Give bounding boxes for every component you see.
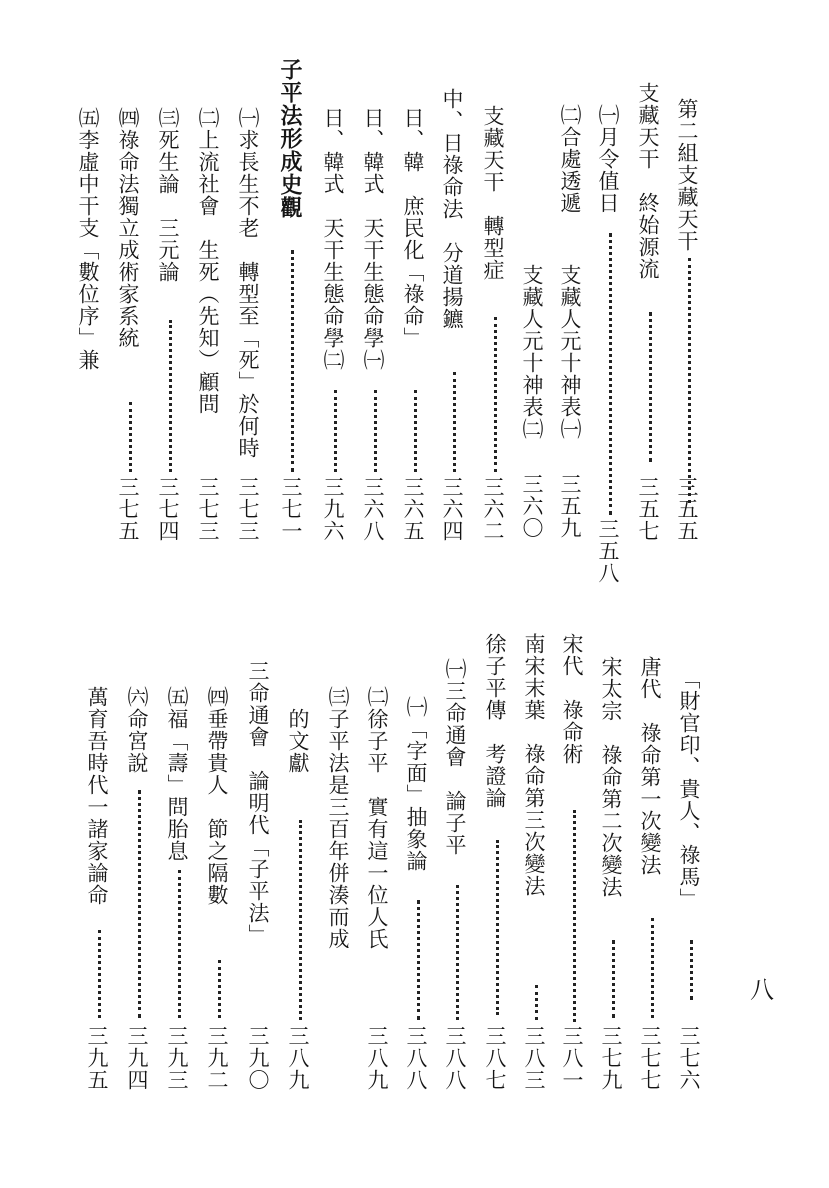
toc-entry-page: 三五九 [558, 473, 582, 539]
toc-entry-title: 三命通會 論明代「子平法」 [246, 660, 270, 946]
toc-entry-title: ㈥命宮說 [125, 686, 149, 774]
dot-leader [456, 885, 459, 1020]
toc-entry-title: 南宋末葉 祿命第三次變法 [522, 633, 546, 897]
dot-leader [649, 312, 652, 462]
toc-entry-title: 支藏天干 終始源流 [636, 82, 660, 280]
toc-entry-page: 三七六 [677, 1025, 701, 1091]
toc-entry-title: ㈠「字面」抽象論 [404, 696, 428, 872]
toc-entry-page: 三五七 [636, 476, 660, 542]
toc-entry-title: 「財官印、貴人、祿馬」 [677, 668, 701, 910]
toc-entry-page: 三七三 [196, 476, 220, 542]
toc-entry-title: ㈣垂帶貴人 節之隔數 [205, 686, 229, 906]
toc-entry-page: 三六八 [361, 476, 385, 542]
toc-entry-title: ㈣祿命法獨立成術家系統 [116, 107, 140, 349]
toc-entry-page: 三六五 [401, 476, 425, 542]
dot-leader [291, 250, 294, 472]
toc-entry-page: 三九〇 [246, 1025, 270, 1091]
toc-entry-page: 三九二 [205, 1025, 229, 1091]
toc-entry-title: 萬育吾時代一諸家論命 [85, 686, 109, 906]
toc-entry-title: 唐代 祿命第一次變法 [638, 656, 662, 876]
dot-leader [169, 320, 172, 472]
toc-entry-page: 三六四 [440, 476, 464, 542]
toc-entry-page: 三七一 [279, 476, 303, 542]
toc-entry-page: 三七九 [599, 1025, 623, 1091]
dot-leader [334, 390, 337, 472]
toc-entry-title: 第二組支藏天干 [675, 98, 699, 252]
toc-entry-page: 三六二 [481, 476, 505, 542]
toc-entry-title: 日、韓 庶民化「祿命」 [401, 107, 425, 349]
toc-entry-title: 徐子平傳 考證論 [483, 633, 507, 809]
dot-leader [299, 820, 302, 1020]
toc-entry-title: ㈠三命通會 論子平 [443, 658, 467, 856]
toc-entry-page: 三九六 [321, 476, 345, 542]
toc-entry-title: 宋代 祿命術 [560, 633, 584, 765]
toc-entry-subtitle: 支藏人元十神表㈡ [520, 264, 544, 440]
dot-leader [129, 402, 132, 472]
dot-leader [496, 840, 499, 1015]
toc-entry-page: 三九五 [85, 1025, 109, 1091]
dot-leader [494, 317, 497, 472]
dot-leader [414, 390, 417, 472]
dot-leader [98, 930, 101, 1018]
toc-entry-page: 三九三 [165, 1025, 189, 1091]
toc-entry-page: 三八八 [404, 1025, 428, 1091]
dot-leader [690, 940, 693, 1000]
dot-leader [218, 960, 221, 1018]
toc-entry-page: 三八三 [522, 1025, 546, 1091]
toc-entry-page: 三五五 [675, 476, 699, 542]
toc-entry-page: 三八九 [365, 1025, 389, 1091]
toc-entry-title: 的文獻 [286, 686, 310, 774]
dot-leader [609, 233, 612, 515]
toc-entry-title: 日、韓式 天干生態命學㈠ [361, 107, 385, 371]
toc-entry-page: 三六〇 [520, 473, 544, 539]
toc-entry-subtitle: 支藏人元十神表㈠ [558, 264, 582, 440]
toc-entry-title: ㈢子平法是三百年併湊而成 [326, 686, 350, 950]
page-number: 八 [750, 976, 774, 1004]
dot-leader [417, 900, 420, 1020]
toc-entry-title: 中、日祿命法 分道揚鑣 [440, 88, 464, 330]
toc-entry-page: 三八九 [286, 1025, 310, 1091]
toc-entry-page: 三八八 [443, 1025, 467, 1091]
toc-entry-page: 三九四 [125, 1025, 149, 1091]
toc-entry-page: 三八一 [560, 1025, 584, 1091]
dot-leader [138, 790, 141, 1018]
dot-leader [573, 810, 576, 1022]
toc-entry-page: 三五八 [596, 518, 620, 584]
dot-leader [535, 985, 538, 1020]
dot-leader [453, 372, 456, 472]
toc-entry-title: 宋太宗 祿命第二次變法 [599, 656, 623, 898]
toc-entry-title: 日、韓式 天干生態命學㈡ [321, 107, 345, 371]
toc-entry-title: ㈤李虛中干支「數位序」兼 [76, 107, 100, 371]
toc-entry-title: 支藏天干 轉型症 [481, 105, 505, 281]
toc-entry-title: ㈡上流社會 生死（先知）顧問 [196, 107, 220, 415]
dot-leader [651, 918, 654, 1018]
toc-entry-title: ㈤福「壽」問胎息 [165, 686, 189, 862]
toc-entry-title: ㈡徐子平 實有這一位人氏 [365, 686, 389, 950]
toc-entry-title: ㈡合處透遞 [558, 104, 582, 214]
toc-entry-title: ㈢死生論 三元論 [156, 107, 180, 283]
toc-entry-page: 三八七 [483, 1025, 507, 1091]
toc-entry-page: 三七四 [156, 476, 180, 542]
toc-entry-page: 三七三 [236, 476, 260, 542]
toc-entry-title: ㈠求長生不老 轉型至「死」於何時 [236, 107, 260, 459]
dot-leader [178, 870, 181, 1018]
dot-leader [688, 258, 691, 503]
toc-entry-page: 三七七 [638, 1025, 662, 1091]
dot-leader [374, 390, 377, 472]
toc-entry-title: ㈠月令值日 [596, 104, 620, 214]
toc-entry-page: 三七五 [116, 476, 140, 542]
section-heading: 子平法形成史觀 [277, 58, 303, 219]
dot-leader [612, 940, 615, 1018]
